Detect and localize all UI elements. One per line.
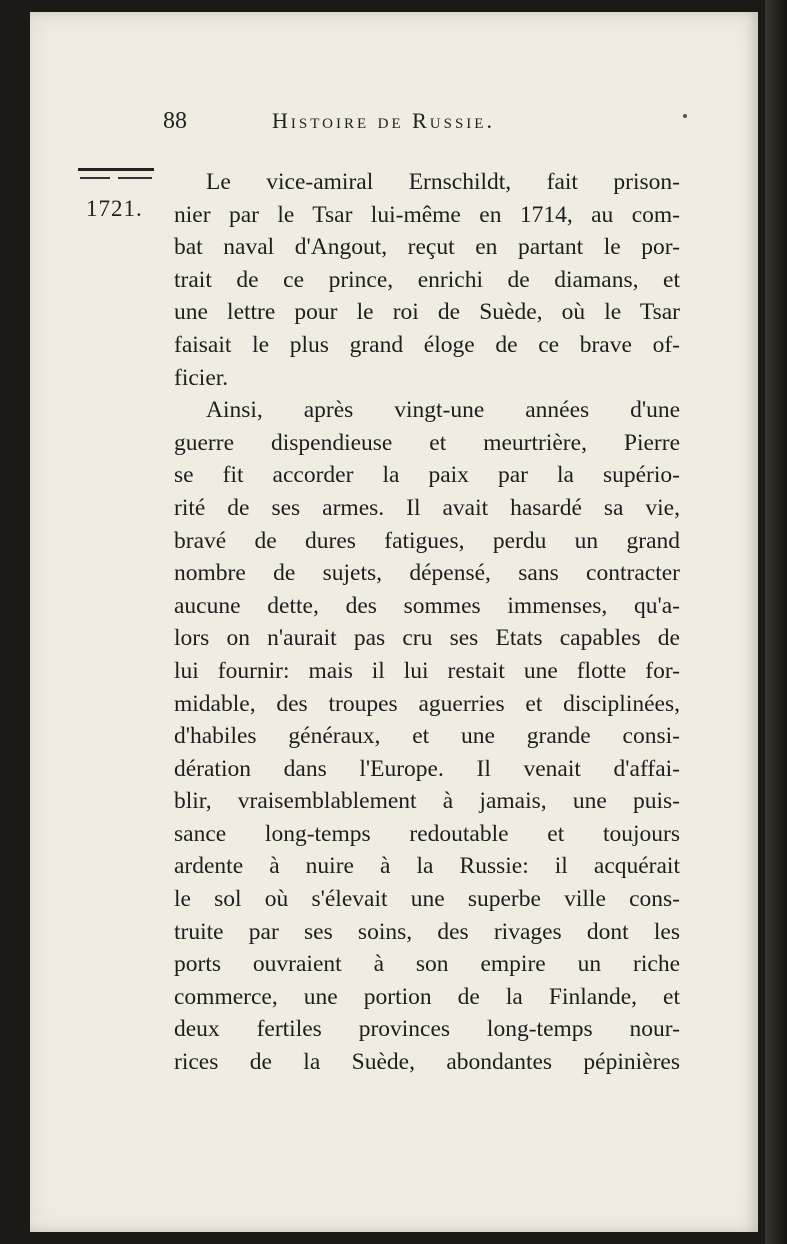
- text-line: sance long-temps redoutable et toujours: [174, 820, 680, 847]
- text-line: dération dans l'Europe. Il venait d'affai-: [174, 755, 680, 782]
- text-line: midable, des troupes aguerries et disciplinées,: [174, 690, 680, 717]
- margin-rule-thin-right: [118, 177, 152, 179]
- text-line: ficier.: [174, 364, 229, 391]
- margin-rule-thin-left: [80, 177, 110, 179]
- text-line: truite par ses soins, des rivages dont les: [174, 918, 680, 945]
- text-line: nier par le Tsar lui-même en 1714, au com-: [174, 201, 680, 228]
- text-line: blir, vraisemblablement à jamais, une puis-: [174, 788, 680, 815]
- text-line: rité de ses armes. Il avait hasardé sa vie,: [174, 494, 680, 521]
- text-line: Le vice-amiral Ernschildt, fait prison-: [206, 169, 680, 195]
- text-line: guerre dispendieuse et meurtrière, Pierre: [174, 429, 680, 456]
- text-line: bat naval d'Angout, reçut en partant le por-: [174, 234, 680, 261]
- left-dark-margin: [0, 0, 30, 1244]
- text-line: trait de ce prince, enrichi de diamans, et: [174, 266, 680, 293]
- running-title: Histoire de Russie.: [272, 108, 495, 133]
- page-number: 88: [163, 108, 187, 134]
- text-line: le sol où s'élevait une superbe ville cons-: [174, 886, 680, 913]
- text-line: bravé de dures fatigues, perdu un grand: [174, 527, 680, 554]
- text-line: ports ouvraient à son empire un riche: [174, 951, 680, 978]
- text-line: rices de la Suède, abondantes pépinières: [174, 1049, 680, 1076]
- text-line: lors on n'aurait pas cru ses Etats capables de: [174, 625, 680, 652]
- text-line: deux fertiles provinces long-temps nour-: [174, 1016, 680, 1043]
- text-line: Ainsi, après vingt-une années d'une: [206, 397, 680, 424]
- text-line: lui fournir: mais il lui restait une flotte for-: [174, 657, 680, 684]
- text-line: se fit accorder la paix par la supério-: [174, 462, 680, 489]
- text-line: d'habiles généraux, et une grande consi-: [174, 723, 680, 750]
- text-line: commerce, une portion de la Finlande, et: [174, 983, 680, 1010]
- adjacent-page-edge: [765, 0, 787, 1244]
- margin-year: 1721.: [86, 196, 143, 221]
- text-line: aucune dette, des sommes immenses, qu'a-: [174, 592, 680, 619]
- running-head: [130, 108, 690, 148]
- text-line: nombre de sujets, dépensé, sans contracter: [174, 560, 680, 587]
- ink-speck: [683, 114, 687, 118]
- body-text: [174, 166, 680, 1079]
- text-line: ardente à nuire à la Russie: il acquérait: [174, 853, 680, 880]
- text-line: une lettre pour le roi de Suède, où le Tsar: [174, 299, 680, 326]
- margin-rule: [78, 168, 154, 184]
- text-line: faisait le plus grand éloge de ce brave of-: [174, 331, 680, 358]
- margin-rule-thick: [78, 168, 154, 171]
